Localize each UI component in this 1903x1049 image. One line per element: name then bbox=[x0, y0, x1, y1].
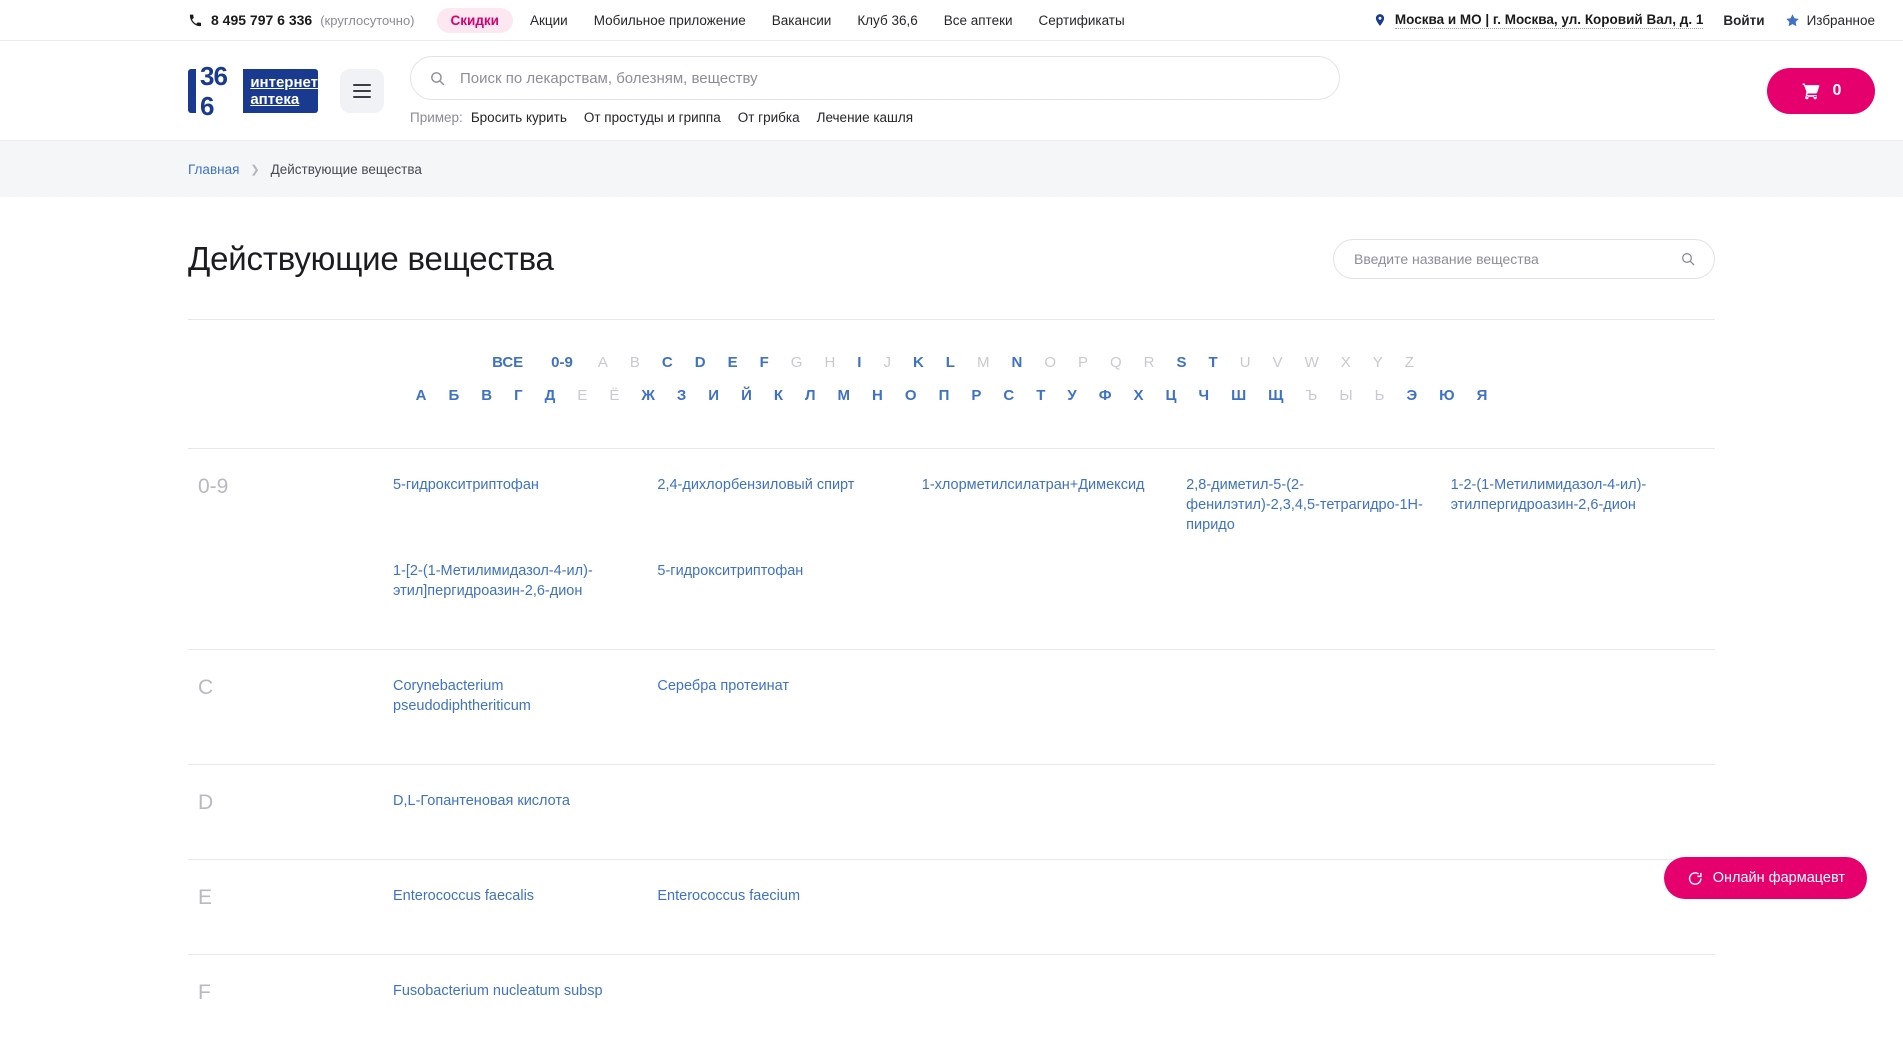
alpha-t[interactable]: T bbox=[1208, 354, 1218, 371]
search-zone bbox=[410, 56, 1340, 125]
page-title: Действующие вещества bbox=[188, 240, 554, 277]
alpha-w: W bbox=[1304, 354, 1319, 371]
alpha-0-9[interactable]: 0-9 bbox=[551, 354, 573, 371]
site-header bbox=[0, 41, 1903, 140]
alpha-cyr-che[interactable]: Ч bbox=[1198, 387, 1210, 404]
alpha-o: O bbox=[1044, 354, 1056, 371]
search-example-fungus[interactable]: От грибка bbox=[737, 110, 800, 125]
breadcrumb bbox=[0, 140, 1903, 197]
alpha-h: H bbox=[824, 354, 836, 371]
alpha-f[interactable]: F bbox=[759, 354, 769, 371]
group-items bbox=[393, 791, 1715, 837]
group-items bbox=[393, 886, 1715, 932]
geo-label[interactable]: Москва и МО | г. Москва, ул. Коровий Вал, д. 1 bbox=[1394, 11, 1704, 27]
alpha-z: Z bbox=[1404, 354, 1414, 371]
alpha-j: J bbox=[883, 354, 891, 371]
alpha-cyr-sha[interactable]: Ш bbox=[1231, 387, 1247, 404]
substance-link[interactable]: Corynebacterium pseudodiphtheriticum bbox=[393, 678, 531, 714]
substance-link[interactable]: 2,8-диметил-5-(2-фенилэтил)-2,3,4,5-тетрагидро-1Н-пиридо bbox=[1186, 477, 1423, 533]
alpha-e[interactable]: E bbox=[727, 354, 738, 371]
alpha-x: X bbox=[1340, 354, 1351, 371]
star-icon bbox=[1785, 13, 1800, 28]
alpha-m: M bbox=[976, 354, 990, 371]
alpha-u: U bbox=[1239, 354, 1251, 371]
alpha-g: G bbox=[790, 354, 803, 371]
search-box[interactable] bbox=[410, 56, 1340, 100]
logo-text bbox=[250, 74, 318, 108]
logo[interactable] bbox=[188, 60, 318, 121]
alpha-cyr-de[interactable]: Д bbox=[544, 387, 556, 404]
substance-link[interactable]: Enterococcus faecalis bbox=[393, 888, 535, 904]
online-pharmacist-chat-button[interactable] bbox=[1664, 857, 1867, 899]
utility-nav bbox=[437, 8, 1138, 33]
substance-search-input[interactable] bbox=[1352, 250, 1680, 268]
alpha-c[interactable]: C bbox=[661, 354, 673, 371]
alpha-cyr-short-i[interactable]: Й bbox=[741, 387, 752, 404]
search-example-cold-flu[interactable]: От простуды и гриппа bbox=[583, 110, 721, 125]
alpha-l[interactable]: L bbox=[945, 354, 955, 371]
alpha-cyr-u[interactable]: У bbox=[1067, 387, 1077, 404]
alpha-cyr-io: Ё bbox=[609, 387, 620, 404]
alpha-cyr-er[interactable]: Р bbox=[971, 387, 982, 404]
favorites-link[interactable] bbox=[1785, 13, 1875, 28]
search-icon[interactable] bbox=[1680, 251, 1696, 267]
logo-text-line2: аптека bbox=[250, 90, 300, 108]
substance-link[interactable]: 2,4-дихлорбензиловый спирт bbox=[657, 477, 855, 493]
chat-bubble-icon bbox=[1686, 870, 1703, 887]
phone-note: (круглосуточно) bbox=[320, 12, 415, 28]
alpha-p: P bbox=[1077, 354, 1088, 371]
phone-block[interactable] bbox=[188, 12, 415, 28]
alpha-cyr-em[interactable]: М bbox=[837, 387, 851, 404]
alpha-cyr-hard-sign: Ъ bbox=[1305, 387, 1318, 404]
alpha-all[interactable]: ВСЕ bbox=[492, 354, 524, 371]
cart-count: 0 bbox=[1832, 81, 1842, 99]
phone-icon bbox=[188, 13, 203, 28]
substance-group bbox=[188, 649, 1715, 764]
login-link[interactable]: Войти bbox=[1723, 12, 1765, 28]
utility-bar-right bbox=[1373, 12, 1875, 29]
substance-link[interactable]: Fusobacterium nucleatum subsp bbox=[393, 983, 603, 999]
alpha-cyr-tse[interactable]: Ц bbox=[1165, 387, 1177, 404]
alpha-cyr-ef[interactable]: Ф bbox=[1098, 387, 1112, 404]
alpha-cyr-ya[interactable]: Я bbox=[1476, 387, 1488, 404]
search-input[interactable] bbox=[458, 69, 1321, 88]
group-items bbox=[393, 676, 1715, 742]
cart-icon bbox=[1801, 81, 1821, 101]
substance-link[interactable]: 1-[2-(1-Метилимидазол-4-ил)-этил]пергидроазин-2,6-дион bbox=[393, 563, 593, 599]
alpha-cyr-a[interactable]: А bbox=[415, 387, 427, 404]
burger-line bbox=[353, 90, 371, 92]
alpha-n[interactable]: N bbox=[1011, 354, 1023, 371]
alpha-cyr-yeru: Ы bbox=[1339, 387, 1353, 404]
alpha-cyr-zhe[interactable]: Ж bbox=[641, 387, 655, 404]
cart-button[interactable] bbox=[1767, 68, 1875, 114]
utility-nav-item-certificates[interactable]: Сертификаты bbox=[1038, 12, 1125, 28]
location-pin-icon bbox=[1373, 12, 1387, 28]
utility-nav-item-all-pharmacies[interactable]: Все аптеки bbox=[943, 12, 1013, 28]
phone-number[interactable]: 8 495 797 6 336 bbox=[211, 12, 313, 28]
substance-link[interactable]: Серебра протеинат bbox=[657, 678, 790, 694]
alphabet-row-latin bbox=[188, 354, 1715, 371]
substance-link[interactable]: 5-гидрокситриптофан bbox=[393, 477, 539, 493]
alpha-cyr-el[interactable]: Л bbox=[805, 387, 816, 404]
search-examples-label: Пример: bbox=[410, 110, 463, 125]
alpha-k[interactable]: K bbox=[912, 354, 924, 371]
breadcrumb-home[interactable]: Главная bbox=[188, 161, 240, 177]
alpha-q: Q bbox=[1110, 354, 1122, 371]
burger-line bbox=[353, 96, 371, 98]
substance-group bbox=[188, 954, 1715, 1049]
group-items bbox=[393, 981, 1715, 1027]
chevron-right-icon: ❯ bbox=[250, 163, 260, 176]
substance-link[interactable]: 1-хлорметилсилатран+Димексид bbox=[921, 477, 1145, 493]
substance-group bbox=[188, 764, 1715, 859]
alpha-s[interactable]: S bbox=[1176, 354, 1187, 371]
search-examples bbox=[410, 110, 1340, 125]
alpha-d[interactable]: D bbox=[694, 354, 706, 371]
alpha-cyr-pe[interactable]: П bbox=[938, 387, 950, 404]
alpha-cyr-i[interactable]: И bbox=[708, 387, 720, 404]
utility-nav-item-mobile-app[interactable]: Мобильное приложение bbox=[593, 12, 746, 28]
breadcrumb-current: Действующие вещества bbox=[270, 161, 422, 177]
alpha-a: A bbox=[597, 354, 608, 371]
favorites-label[interactable]: Избранное bbox=[1806, 12, 1875, 28]
alpha-cyr-soft-sign: Ь bbox=[1374, 387, 1385, 404]
alpha-v: V bbox=[1272, 354, 1283, 371]
group-letter: E bbox=[198, 886, 213, 909]
alpha-cyr-yu[interactable]: Ю bbox=[1439, 387, 1455, 404]
alpha-cyr-shcha[interactable]: Щ bbox=[1268, 387, 1284, 404]
alpha-cyr-e[interactable]: Э bbox=[1406, 387, 1418, 404]
burger-line bbox=[353, 84, 371, 86]
substance-search-box[interactable] bbox=[1333, 239, 1715, 279]
search-icon bbox=[429, 70, 446, 87]
alpha-cyr-ie: Е bbox=[577, 387, 588, 404]
substance-group bbox=[188, 448, 1715, 649]
search-example-quit-smoking[interactable]: Бросить курить bbox=[470, 110, 567, 125]
alpha-cyr-en[interactable]: Н bbox=[872, 387, 883, 404]
utility-bar bbox=[0, 0, 1903, 41]
group-letter: F bbox=[198, 981, 211, 1004]
substance-group bbox=[188, 859, 1715, 954]
online-pharmacist-chat-label: Онлайн фармацевт bbox=[1712, 870, 1845, 886]
alphabet-row-cyrillic bbox=[188, 387, 1715, 404]
main-content bbox=[0, 197, 1903, 1049]
page-title-row bbox=[188, 197, 1715, 319]
group-letter: C bbox=[198, 676, 214, 699]
alpha-cyr-te[interactable]: Т bbox=[1036, 387, 1046, 404]
group-letter: 0-9 bbox=[198, 475, 229, 498]
alpha-i[interactable]: I bbox=[857, 354, 862, 371]
group-items bbox=[393, 475, 1715, 627]
catalog-menu-button[interactable] bbox=[340, 69, 384, 113]
substance-link[interactable]: 5-гидрокситриптофан bbox=[657, 563, 804, 579]
utility-nav-item-promos[interactable]: Акции bbox=[529, 12, 568, 28]
alpha-cyr-o[interactable]: О bbox=[904, 387, 917, 404]
geo-selector[interactable] bbox=[1373, 12, 1703, 29]
logo-number: 36 6 bbox=[196, 61, 243, 121]
substance-link[interactable]: 1-2-(1-Метилимидазол-4-ил)-этилпергидроазин-2,6-дион bbox=[1450, 477, 1647, 513]
substance-link[interactable]: Enterococcus faecium bbox=[657, 888, 801, 904]
logo-text-line1: интернет bbox=[250, 73, 318, 91]
alpha-cyr-ha[interactable]: Х bbox=[1133, 387, 1144, 404]
utility-nav-item-vacancies[interactable]: Вакансии bbox=[771, 12, 832, 28]
utility-nav-item-club[interactable]: Клуб 36,6 bbox=[857, 12, 918, 28]
alpha-cyr-ka[interactable]: К bbox=[773, 387, 784, 404]
group-letter: D bbox=[198, 791, 214, 814]
utility-nav-item-discounts[interactable]: Скидки bbox=[437, 8, 513, 33]
alpha-y: Y bbox=[1372, 354, 1383, 371]
substance-link[interactable]: D,L-Гопантеновая кислота bbox=[393, 793, 570, 809]
alpha-cyr-es[interactable]: С bbox=[1003, 387, 1015, 404]
alpha-cyr-ghe[interactable]: Г bbox=[514, 387, 523, 404]
alphabet-filter bbox=[188, 319, 1715, 448]
alpha-cyr-be[interactable]: Б bbox=[448, 387, 460, 404]
alpha-cyr-ze[interactable]: З bbox=[676, 387, 687, 404]
alpha-r: R bbox=[1143, 354, 1155, 371]
alpha-b: B bbox=[629, 354, 640, 371]
search-example-cough[interactable]: Лечение кашля bbox=[816, 110, 914, 125]
alpha-cyr-ve[interactable]: В bbox=[481, 387, 493, 404]
